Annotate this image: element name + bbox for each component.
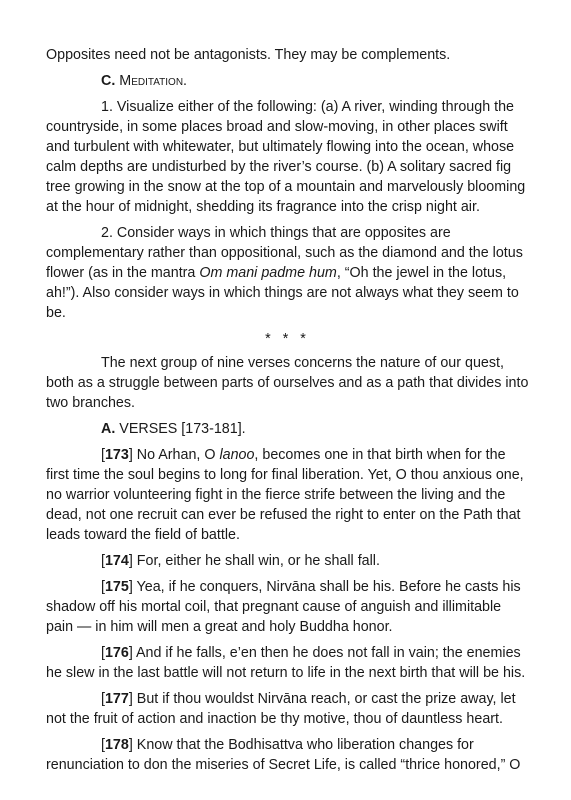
section-c-title: Meditation. [119, 73, 188, 89]
verse-number: 177 [104, 691, 129, 707]
section-c-heading [46, 71, 529, 91]
meditation-item-2-post: , “Oh the jewel in the lotus, ah!”). Also consider ways in which things are not always what they seem to be. [46, 265, 519, 321]
verse-175: [175] Yea, if he conquers, Nirvāna shall be his. Before he casts his shadow off his mortal coil, that pregnant cause of anguish and illimitable pain — in him will men a great and holy Buddha honor. [46, 579, 521, 635]
verse-173: [173] No Arhan, O lanoo, becomes one in that birth when for the first time the soul begins to long for final liberation. Yet, O thou anxious one, no warrior volunteering fight in the fierce strife between the living and the dead, not one recruit can ever be refused the right to enter on the Path that leads toward the field of battle. [46, 447, 524, 543]
section-c-letter: C. [101, 73, 116, 89]
section-a-letter: A. [101, 421, 116, 437]
section-a-heading [46, 419, 529, 439]
section-separator: * * * [265, 331, 310, 347]
verse-number: 176 [104, 645, 129, 661]
verse-text: ] Yea, if he conquers, Nirvāna shall be his. Before he casts his shadow off his mortal coil, that pregnant cause of anguish and illimitable pain — in him will men a great and holy Buddha honor. [46, 579, 521, 635]
verse-176: [176] And if he falls, e’en then he does not fall in vain; the enemies he slew in the last battle will not return to life in the next birth that will be his. [46, 645, 526, 681]
verse-text: ] But if thou wouldst Nirvāna reach, or cast the prize away, let not the fruit of action and inaction be thy motive, thou of dauntless heart. [46, 691, 516, 727]
verse-text: ] Know that the Bodhisattva who liberation changes for renunciation to don the miseries of Secret Life, is called “thrice honored,” O [46, 737, 521, 773]
verse-text-post: , becomes one in that birth when for the first time the soul begins to long for final liberation. Yet, O thou anxious one, no warrior volunteering fight in the fierce strife between the living and the dead, not one recruit can ever be refused the right to enter on the Path that leads toward the field of battle. [46, 447, 524, 543]
verse-177: [177] But if thou wouldst Nirvāna reach, or cast the prize away, let not the fruit of action and inaction be thy motive, thou of dauntless heart. [46, 691, 516, 727]
verse-lanoo: lanoo [219, 447, 255, 463]
verse-number: 178 [104, 737, 129, 753]
verse-number: 173 [104, 447, 129, 463]
meditation-item-2 [46, 223, 529, 323]
section-a-title: VERSES [173-181]. [119, 421, 246, 437]
verse-text: ] For, either he shall win, or he shall fall. [128, 553, 380, 569]
meditation-item-2-pre: 2. Consider ways in which things that are opposites are complementary rather than oppositional, such as the diamond and the lotus flower (as in the mantra [46, 225, 523, 281]
mantra-text: Om mani padme hum [199, 265, 337, 281]
verse-174: [174] For, either he shall win, or he shall fall. [101, 553, 380, 569]
meditation-item-1: 1. Visualize either of the following: (a) A river, winding through the countryside, in some places broad and slow-moving, in other places swift and turbulent with whitewater, but ultimately flowing into the ocean, whose calm depths are undisturbed by the river’s course. (b) A solitary sacred fig tree growing in the snow at the top of a mountain and marvelously blooming at the hour of midnight, shedding its fragrance into the crisp night air. [46, 99, 526, 215]
verse-text: ] And if he falls, e’en then he does not fall in vain; the enemies he slew in the last battle will not return to life in the next birth that will be his. [46, 645, 526, 681]
verse-number: 174 [104, 553, 129, 569]
intro-paragraph: The next group of nine verses concerns the nature of our quest, both as a struggle between parts of ourselves and as a path that divides into two branches. [46, 355, 529, 411]
verse-178: [178] Know that the Bodhisattva who liberation changes for renunciation to don the miseries of Secret Life, is called “thrice honored,” O [46, 737, 521, 773]
verse-number: 175 [104, 579, 129, 595]
opening-paragraph: Opposites need not be antagonists. They may be complements. [46, 47, 451, 63]
verse-text-pre: ] No Arhan, O [128, 447, 220, 463]
